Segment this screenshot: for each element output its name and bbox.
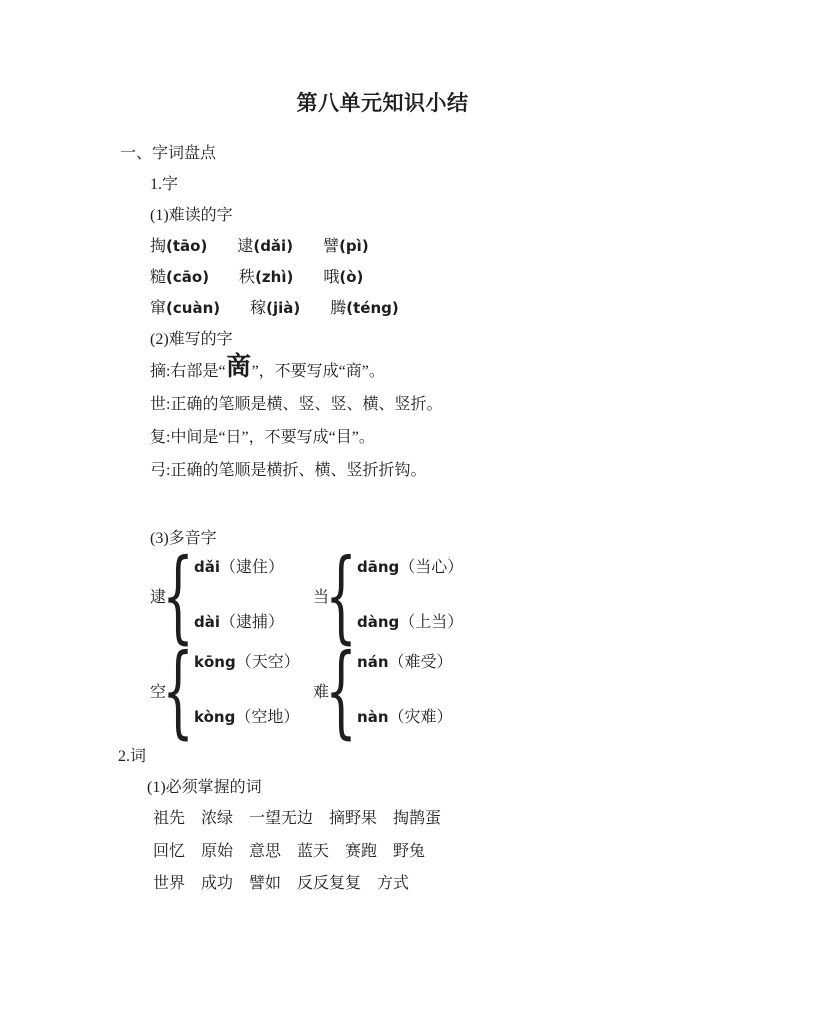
duoyin-entries xyxy=(194,653,300,727)
enlarged-character: 啇 xyxy=(225,352,252,381)
hanzi-pinyin-item xyxy=(150,238,207,255)
duoyin-entry xyxy=(357,613,463,632)
text-segment: 摘:右部是“ xyxy=(150,363,226,380)
hard-write-line-shi: 世:正确的笔顺是横、竖、竖、横、竖折。 xyxy=(150,396,443,413)
pinyin: dài xyxy=(194,613,221,631)
example-word: （灾难） xyxy=(388,709,453,726)
page-title: 第八单元知识小结 xyxy=(296,91,469,115)
hard-read-row xyxy=(0,262,825,293)
example-word: （当心） xyxy=(399,559,464,576)
hanzi-pinyin-item xyxy=(150,269,209,286)
hard-write-heading: (2)难写的字 xyxy=(150,331,233,348)
hanzi: 糙 xyxy=(150,269,167,286)
example-word: （逮捕） xyxy=(220,614,285,631)
duoyin-heading: (3)多音字 xyxy=(150,530,217,547)
duoyin-character: 难 xyxy=(313,683,330,701)
example-word: （上当） xyxy=(399,614,464,631)
duoyin-entry xyxy=(194,613,284,632)
duoyin-group-kong xyxy=(150,650,313,730)
text-segment: ”，不要写成“商”。 xyxy=(251,363,385,380)
pinyin: (cāo) xyxy=(166,268,210,286)
duoyin-entries xyxy=(357,653,453,727)
duoyin-entry xyxy=(194,558,284,577)
hanzi: 哦 xyxy=(323,269,340,286)
example-word: （逮住） xyxy=(220,559,285,576)
hanzi: 秩 xyxy=(239,269,256,286)
pinyin: (dǎi) xyxy=(253,237,294,255)
pinyin: (jià) xyxy=(266,299,301,317)
word-row: 祖先 浓绿 一望无边 摘野果 掏鹊蛋 xyxy=(153,810,442,827)
duoyin-group-nan xyxy=(313,650,453,730)
hanzi-pinyin-item xyxy=(250,300,300,317)
pinyin: (téng) xyxy=(346,299,399,317)
hanzi-pinyin-item xyxy=(323,238,369,255)
pinyin: (zhì) xyxy=(255,268,294,286)
hanzi: 譬 xyxy=(323,238,340,255)
duoyin-entry xyxy=(357,708,453,727)
duoyin-group-dai xyxy=(150,556,313,634)
word-row: 回忆 原始 意思 蓝天 赛跑 野兔 xyxy=(153,842,426,860)
hanzi-pinyin-item xyxy=(330,300,399,317)
duoyin-entries xyxy=(194,558,284,632)
duoyin-entry xyxy=(357,653,453,672)
hanzi: 腾 xyxy=(330,300,347,317)
pinyin: (tāo) xyxy=(166,237,208,255)
subsection-heading-words: 2.词 xyxy=(118,748,147,765)
duoyin-entry xyxy=(194,653,300,672)
duoyin-entry xyxy=(194,708,300,727)
pinyin: kòng xyxy=(194,708,236,726)
word-row: 世界 成功 譬如 反反复复 方式 xyxy=(153,875,410,892)
hanzi-pinyin-item xyxy=(150,300,220,317)
pinyin: (cuàn) xyxy=(166,299,221,317)
must-master-heading: (1)必须掌握的词 xyxy=(147,779,262,796)
duoyin-character: 当 xyxy=(313,588,330,606)
example-word: （难受） xyxy=(388,654,453,671)
pinyin: (ò) xyxy=(339,268,364,286)
duoyin-character: 空 xyxy=(150,683,167,701)
hard-read-row xyxy=(0,293,825,324)
hard-read-heading: (1)难读的字 xyxy=(150,207,233,224)
hard-read-row xyxy=(0,231,825,262)
brace-icon xyxy=(335,652,347,728)
hanzi-pinyin-item xyxy=(239,269,293,286)
pinyin: dǎi xyxy=(194,558,221,576)
pinyin: dàng xyxy=(357,613,400,631)
hard-write-line-gong: 弓:正确的笔顺是横折、横、竖折折钩。 xyxy=(150,462,427,479)
hard-write-line-zhai xyxy=(0,352,825,388)
example-word: （天空） xyxy=(235,654,300,671)
brace-icon xyxy=(172,652,184,728)
hanzi-pinyin-item xyxy=(323,269,363,286)
duoyin-character: 逮 xyxy=(150,588,167,606)
hanzi: 窜 xyxy=(150,300,167,317)
pinyin: nàn xyxy=(357,708,389,726)
section-heading-words: 一、字词盘点 xyxy=(120,145,217,162)
hanzi-pinyin-item xyxy=(237,238,293,255)
pinyin: nán xyxy=(357,653,389,671)
brace-icon xyxy=(172,557,184,633)
duoyin-entry xyxy=(357,558,463,577)
subsection-heading-characters: 1.字 xyxy=(150,176,179,193)
duoyin-group-dang xyxy=(313,556,463,634)
hard-write-line-fu: 复:中间是“日”，不要写成“目”。 xyxy=(150,429,375,446)
example-word: （空地） xyxy=(235,709,300,726)
duoyin-row xyxy=(0,556,825,634)
pinyin: kōng xyxy=(194,653,236,671)
brace-icon xyxy=(335,557,347,633)
duoyin-row xyxy=(0,650,825,730)
pinyin: dāng xyxy=(357,558,400,576)
hanzi: 逮 xyxy=(237,238,254,255)
duoyin-entries xyxy=(357,558,463,632)
pinyin: (pì) xyxy=(339,237,369,255)
hanzi: 掏 xyxy=(150,238,167,255)
hanzi: 稼 xyxy=(250,300,267,317)
